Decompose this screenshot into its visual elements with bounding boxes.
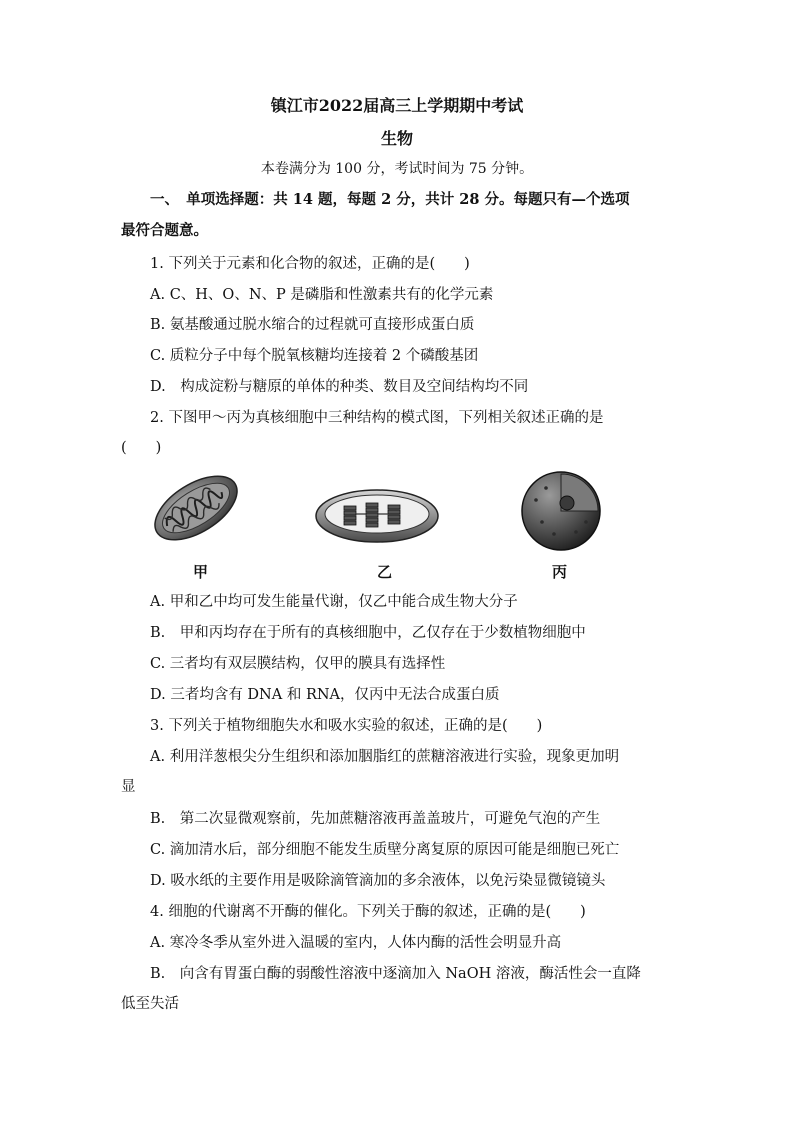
q4-option-b-line2: 低至失活: [121, 996, 179, 1012]
q1-option-b: B. 氨基酸通过脱水缩合的过程就可直接形成蛋白质: [150, 317, 475, 333]
chloroplast-figure: [314, 486, 440, 544]
section-heading-line2: 最符合题意。: [121, 222, 208, 239]
q2-option-a: A. 甲和乙中均可发生能量代谢，仅乙中能合成生物大分子: [150, 594, 518, 610]
q3-option-c: C. 滴加清水后，部分细胞不能发生质壁分离复原的原因可能是细胞已死亡: [150, 842, 620, 858]
figure-label-yi: 乙: [377, 563, 393, 581]
q1-stem: 1. 下列关于元素和化合物的叙述，正确的是( ): [150, 256, 470, 272]
q1-option-d: D. 构成淀粉与糖原的单体的种类、数目及空间结构均不同: [150, 379, 529, 395]
section-heading-line1: 一、 单项选择题：共 14 题，每题 2 分，共计 28 分。每题只有—个选项: [150, 191, 630, 208]
nucleus-figure: [520, 470, 602, 552]
q2-option-c: C. 三者均有双层膜结构，仅甲的膜具有选择性: [150, 656, 446, 672]
q2-option-b: B. 甲和丙均存在于所有的真核细胞中，乙仅存在于少数植物细胞中: [150, 625, 586, 641]
q4-option-a: A. 寒冷冬季从室外进入温暖的室内，人体内酶的活性会明显升高: [150, 935, 562, 951]
q1-option-c: C. 质粒分子中每个脱氧核糖均连接着 2 个磷酸基团: [150, 348, 479, 364]
exam-title: 镇江市2022届高三上学期期中考试: [270, 96, 524, 115]
mitochondrion-figure: [148, 462, 244, 554]
q2-option-d: D. 三者均含有 DNA 和 RNA，仅丙中无法合成蛋白质: [150, 687, 500, 703]
q1-option-a: A. C、H、O、N、P 是磷脂和性激素共有的化学元素: [150, 287, 494, 303]
q3-stem: 3. 下列关于植物细胞失水和吸水实验的叙述，正确的是( ): [150, 718, 543, 734]
q2-stem-line1: 2. 下图甲～丙为真核细胞中三种结构的模式图，下列相关叙述正确的是: [150, 410, 604, 426]
q3-option-d: D. 吸水纸的主要作用是吸除滴管滴加的多余液体，以免污染显微镜镜头: [150, 873, 606, 889]
q4-stem: 4. 细胞的代谢离不开酶的催化。下列关于酶的叙述，正确的是( ): [150, 904, 586, 920]
q3-option-a-line1: A. 利用洋葱根尖分生组织和添加胭脂红的蔗糖溶液进行实验，现象更加明: [150, 749, 620, 765]
exam-note: 本卷满分为 100 分，考试时间为 75 分钟。: [260, 161, 534, 177]
figure-label-bing: 丙: [552, 563, 568, 581]
figure-label-jia: 甲: [193, 563, 209, 581]
subject-title: 生物: [380, 129, 413, 148]
q3-option-b: B. 第二次显微观察前，先加蔗糖溶液再盖盖玻片，可避免气泡的产生: [150, 811, 601, 827]
q4-option-b-line1: B. 向含有胃蛋白酶的弱酸性溶液中逐滴加入 NaOH 溶液，酶活性会一直降: [150, 966, 641, 982]
q3-option-a-line2: 显: [121, 779, 136, 795]
q2-stem-line2: ( ): [121, 440, 162, 456]
